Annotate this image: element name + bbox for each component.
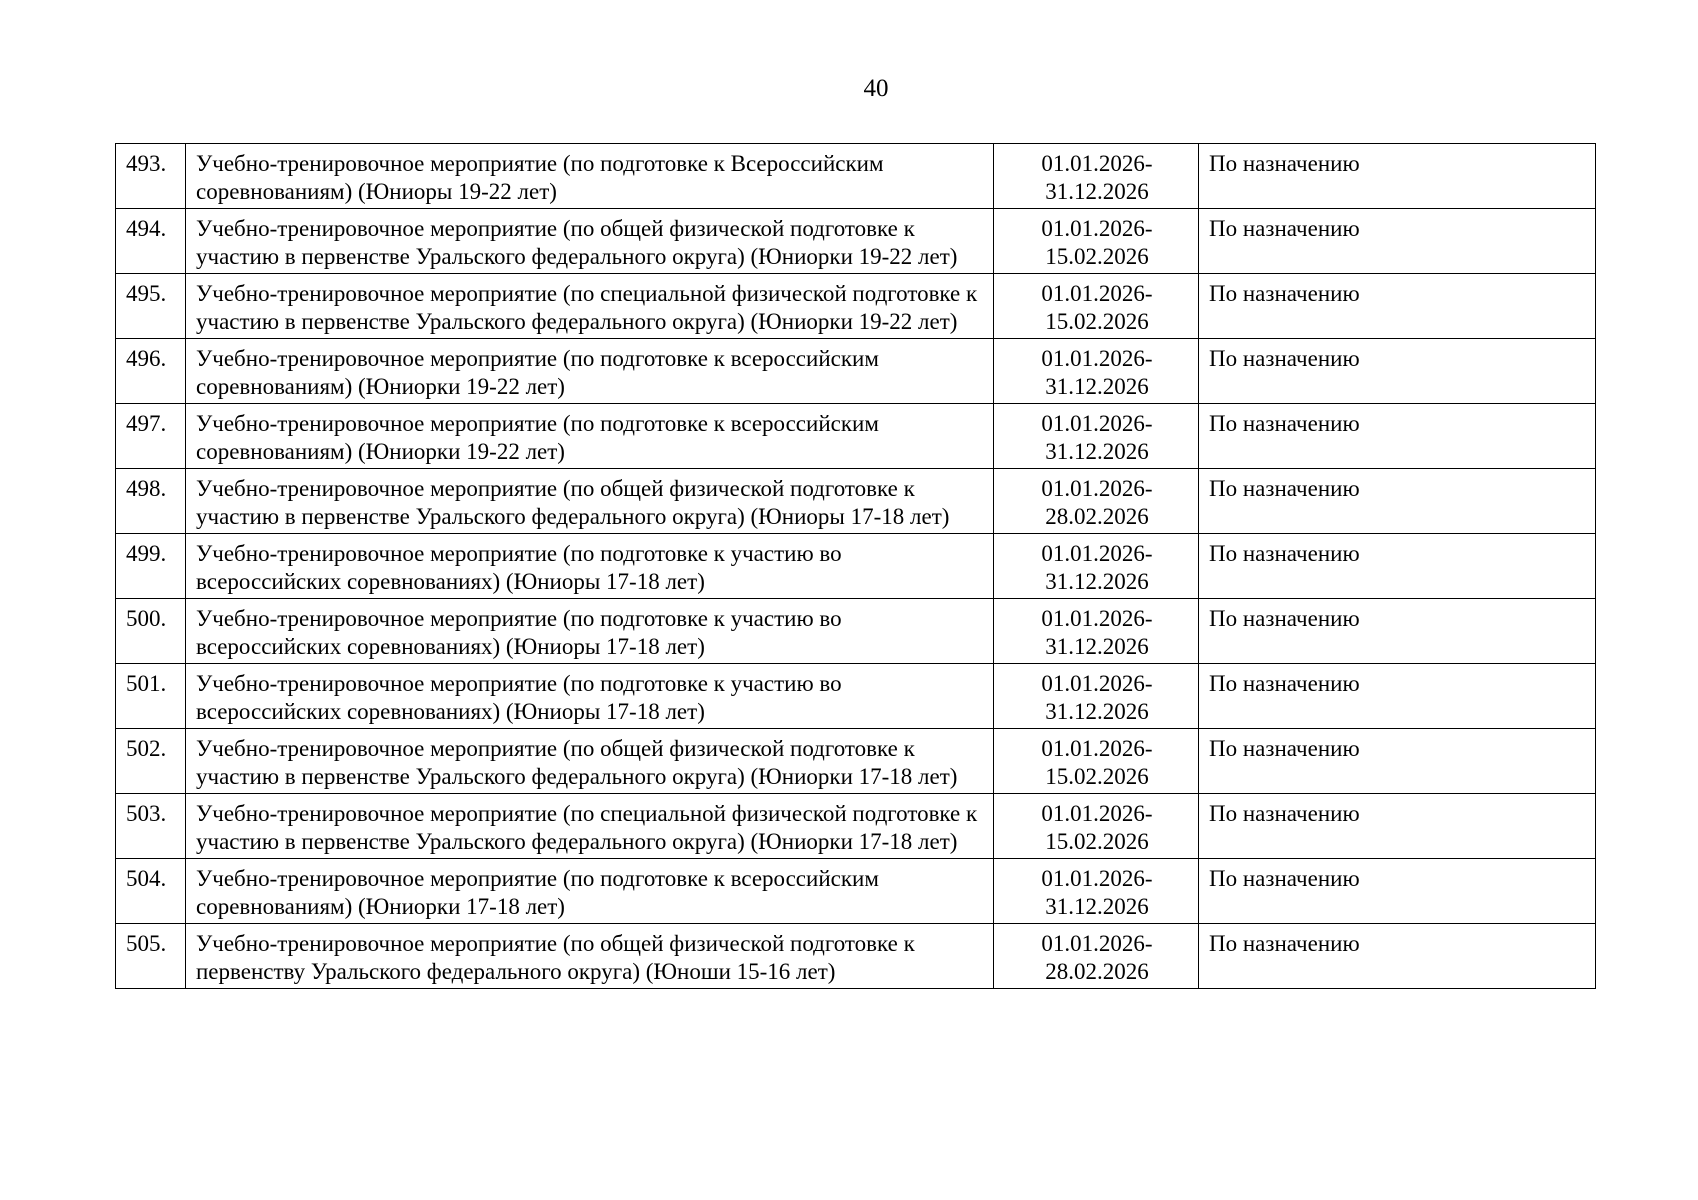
event-description: Учебно-тренировочное мероприятие (по подготовке к всероссийским соревнованиям) (Юниорки 19-22 лет) — [186, 339, 994, 404]
event-dates — [994, 144, 1199, 209]
row-number: 502. — [116, 729, 186, 794]
event-description: Учебно-тренировочное мероприятие (по подготовке к всероссийским соревнованиям) (Юниорки 17-18 лет) — [186, 859, 994, 924]
event-location: По назначению — [1199, 664, 1596, 729]
event-location: По назначению — [1199, 469, 1596, 534]
date-start: 01.01.2026- — [1041, 216, 1153, 241]
events-table — [115, 143, 1596, 989]
row-number: 497. — [116, 404, 186, 469]
date-start: 01.01.2026- — [1041, 866, 1153, 891]
date-start: 01.01.2026- — [1041, 346, 1153, 371]
event-location: По назначению — [1199, 274, 1596, 339]
table-row — [116, 729, 1596, 794]
event-description: Учебно-тренировочное мероприятие (по подготовке к всероссийским соревнованиям) (Юниорки 19-22 лет) — [186, 404, 994, 469]
event-description: Учебно-тренировочное мероприятие (по общей физической подготовке к участию в первенстве Уральского федерального округа) (Юниорки 17-18 лет) — [186, 729, 994, 794]
date-end: 31.12.2026 — [1045, 634, 1149, 659]
table-row — [116, 924, 1596, 989]
event-description: Учебно-тренировочное мероприятие (по подготовке к участию во всероссийских соревнованиях) (Юниоры 17-18 лет) — [186, 534, 994, 599]
date-end: 31.12.2026 — [1045, 374, 1149, 399]
event-description: Учебно-тренировочное мероприятие (по общей физической подготовке к участию в первенстве Уральского федерального округа) (Юниорки 19-22 лет) — [186, 209, 994, 274]
date-end: 15.02.2026 — [1045, 244, 1149, 269]
row-number: 493. — [116, 144, 186, 209]
date-start: 01.01.2026- — [1041, 736, 1153, 761]
event-location: По назначению — [1199, 534, 1596, 599]
event-description: Учебно-тренировочное мероприятие (по подготовке к участию во всероссийских соревнованиях) (Юниоры 17-18 лет) — [186, 664, 994, 729]
row-number: 503. — [116, 794, 186, 859]
page-number: 40 — [863, 75, 889, 102]
event-description: Учебно-тренировочное мероприятие (по общей физической подготовке к участию в первенстве Уральского федерального округа) (Юниоры 17-18 лет) — [186, 469, 994, 534]
date-end: 15.02.2026 — [1045, 309, 1149, 334]
date-end: 28.02.2026 — [1045, 959, 1149, 984]
date-end: 31.12.2026 — [1045, 894, 1149, 919]
date-end: 15.02.2026 — [1045, 764, 1149, 789]
event-location: По назначению — [1199, 924, 1596, 989]
table-row — [116, 404, 1596, 469]
table-row — [116, 794, 1596, 859]
date-start: 01.01.2026- — [1041, 606, 1153, 631]
event-location: По назначению — [1199, 599, 1596, 664]
row-number: 500. — [116, 599, 186, 664]
table-body — [116, 144, 1596, 989]
row-number: 501. — [116, 664, 186, 729]
row-number: 495. — [116, 274, 186, 339]
date-start: 01.01.2026- — [1041, 541, 1153, 566]
event-location: По назначению — [1199, 729, 1596, 794]
table-row — [116, 469, 1596, 534]
event-location: По назначению — [1199, 209, 1596, 274]
event-dates — [994, 859, 1199, 924]
date-start: 01.01.2026- — [1041, 281, 1153, 306]
table-row — [116, 274, 1596, 339]
event-dates — [994, 794, 1199, 859]
event-dates — [994, 404, 1199, 469]
event-description: Учебно-тренировочное мероприятие (по общей физической подготовке к первенству Уральского федерального округа) (Юноши 15-16 лет) — [186, 924, 994, 989]
date-start: 01.01.2026- — [1041, 151, 1153, 176]
event-dates — [994, 729, 1199, 794]
event-location: По назначению — [1199, 404, 1596, 469]
date-start: 01.01.2026- — [1041, 411, 1153, 436]
event-dates — [994, 209, 1199, 274]
event-dates — [994, 664, 1199, 729]
table-row — [116, 209, 1596, 274]
table-row — [116, 664, 1596, 729]
row-number: 496. — [116, 339, 186, 404]
event-dates — [994, 599, 1199, 664]
date-end: 31.12.2026 — [1045, 699, 1149, 724]
date-start: 01.01.2026- — [1041, 671, 1153, 696]
event-dates — [994, 469, 1199, 534]
event-location: По назначению — [1199, 794, 1596, 859]
event-dates — [994, 274, 1199, 339]
table-row — [116, 144, 1596, 209]
row-number: 499. — [116, 534, 186, 599]
event-description: Учебно-тренировочное мероприятие (по подготовке к участию во всероссийских соревнованиях) (Юниоры 17-18 лет) — [186, 599, 994, 664]
date-start: 01.01.2026- — [1041, 476, 1153, 501]
row-number: 498. — [116, 469, 186, 534]
table-row — [116, 859, 1596, 924]
event-dates — [994, 924, 1199, 989]
event-description: Учебно-тренировочное мероприятие (по специальной физической подготовке к участию в первенстве Уральского федерального округа) (Юниорки 17-18 лет) — [186, 794, 994, 859]
event-dates — [994, 534, 1199, 599]
event-dates — [994, 339, 1199, 404]
event-location: По назначению — [1199, 339, 1596, 404]
row-number: 505. — [116, 924, 186, 989]
date-end: 28.02.2026 — [1045, 504, 1149, 529]
date-end: 15.02.2026 — [1045, 829, 1149, 854]
event-location: По назначению — [1199, 144, 1596, 209]
event-description: Учебно-тренировочное мероприятие (по подготовке к Всероссийским соревнованиям) (Юниоры 19-22 лет) — [186, 144, 994, 209]
row-number: 504. — [116, 859, 186, 924]
event-description: Учебно-тренировочное мероприятие (по специальной физической подготовке к участию в первенстве Уральского федерального округа) (Юниорки 19-22 лет) — [186, 274, 994, 339]
date-start: 01.01.2026- — [1041, 931, 1153, 956]
table-row — [116, 534, 1596, 599]
date-end: 31.12.2026 — [1045, 179, 1149, 204]
table-row — [116, 599, 1596, 664]
date-start: 01.01.2026- — [1041, 801, 1153, 826]
date-end: 31.12.2026 — [1045, 569, 1149, 594]
date-end: 31.12.2026 — [1045, 439, 1149, 464]
row-number: 494. — [116, 209, 186, 274]
table-row — [116, 339, 1596, 404]
event-location: По назначению — [1199, 859, 1596, 924]
